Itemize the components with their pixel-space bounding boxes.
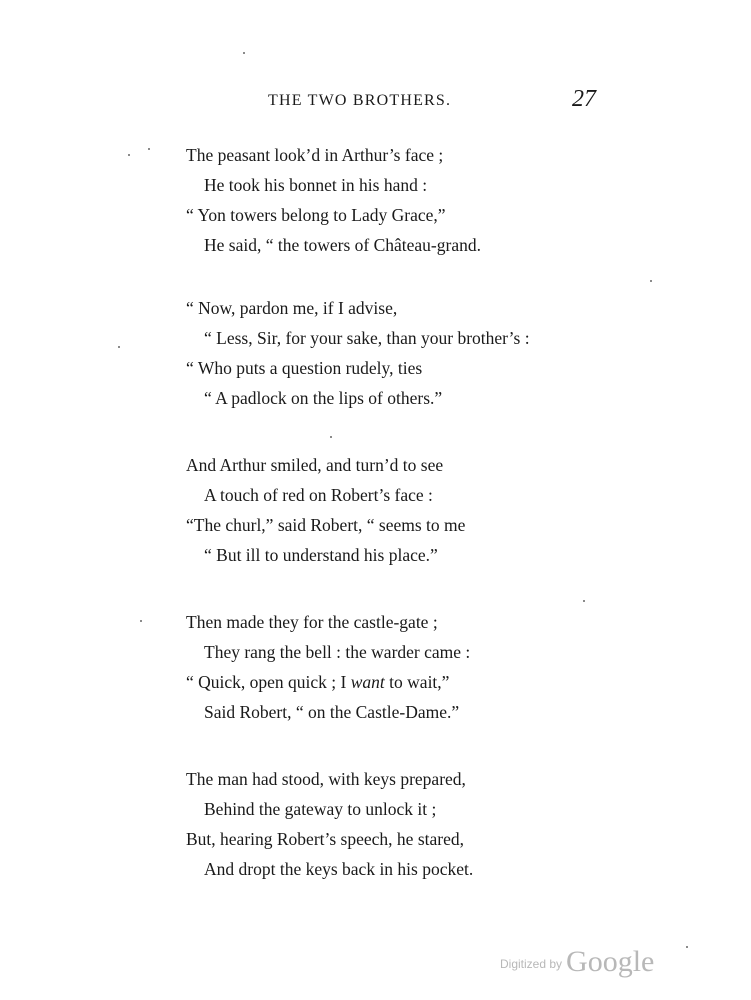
verse-line: The man had stood, with keys prepared, (186, 769, 466, 789)
verse-line: The peasant look’d in Arthur’s face ; (186, 145, 444, 165)
verse-line: “The churl,” said Robert, “ seems to me (186, 515, 466, 535)
stanza (186, 764, 656, 884)
verse-line: He took his bonnet in his hand : (204, 175, 428, 195)
page-number: 27 (572, 86, 596, 112)
verse-line: Then made they for the castle-gate ; (186, 612, 438, 632)
emphasis: want (350, 672, 385, 692)
google-logo: Google (566, 945, 655, 978)
verse-line: Behind the gateway to unlock it ; (204, 799, 437, 819)
verse-line: A touch of red on Robert’s face : (204, 485, 433, 505)
verse-line: “ Now, pardon me, if I advise, (186, 298, 398, 318)
scan-speck (243, 52, 245, 54)
verse-line: He said, “ the towers of Château-grand. (204, 235, 481, 255)
verse-line: And dropt the keys back in his pocket. (204, 859, 474, 879)
verse-line: “ Less, Sir, for your sake, than your brother’s : (204, 328, 530, 348)
running-title: THE TWO BROTHERS. (268, 92, 452, 109)
verse-line: Said Robert, “ on the Castle-Dame.” (204, 702, 460, 722)
scan-speck (686, 946, 688, 948)
scan-speck (650, 280, 652, 282)
digitization-watermark (500, 945, 654, 979)
verse-line: “ Yon towers belong to Lady Grace,” (186, 205, 446, 225)
verse-line: “ Quick, open quick ; I want to wait,” (186, 672, 450, 692)
watermark-prefix: Digitized by (500, 957, 563, 971)
scan-speck (118, 346, 120, 348)
verse-line: They rang the bell : the warder came : (204, 642, 471, 662)
scan-speck (330, 436, 332, 438)
verse-line: “ Who puts a question rudely, ties (186, 358, 423, 378)
verse-line: “ A padlock on the lips of others.” (204, 388, 443, 408)
stanza (186, 450, 656, 570)
scan-speck (148, 148, 150, 150)
stanza (186, 607, 656, 727)
verse-line: “ But ill to understand his place.” (204, 545, 438, 565)
stanza (186, 140, 656, 260)
scan-speck (140, 620, 142, 622)
scan-speck (583, 600, 585, 602)
scan-speck (128, 154, 130, 156)
verse-line: But, hearing Robert’s speech, he stared, (186, 829, 464, 849)
verse-line: And Arthur smiled, and turn’d to see (186, 455, 444, 475)
stanza (186, 293, 656, 413)
